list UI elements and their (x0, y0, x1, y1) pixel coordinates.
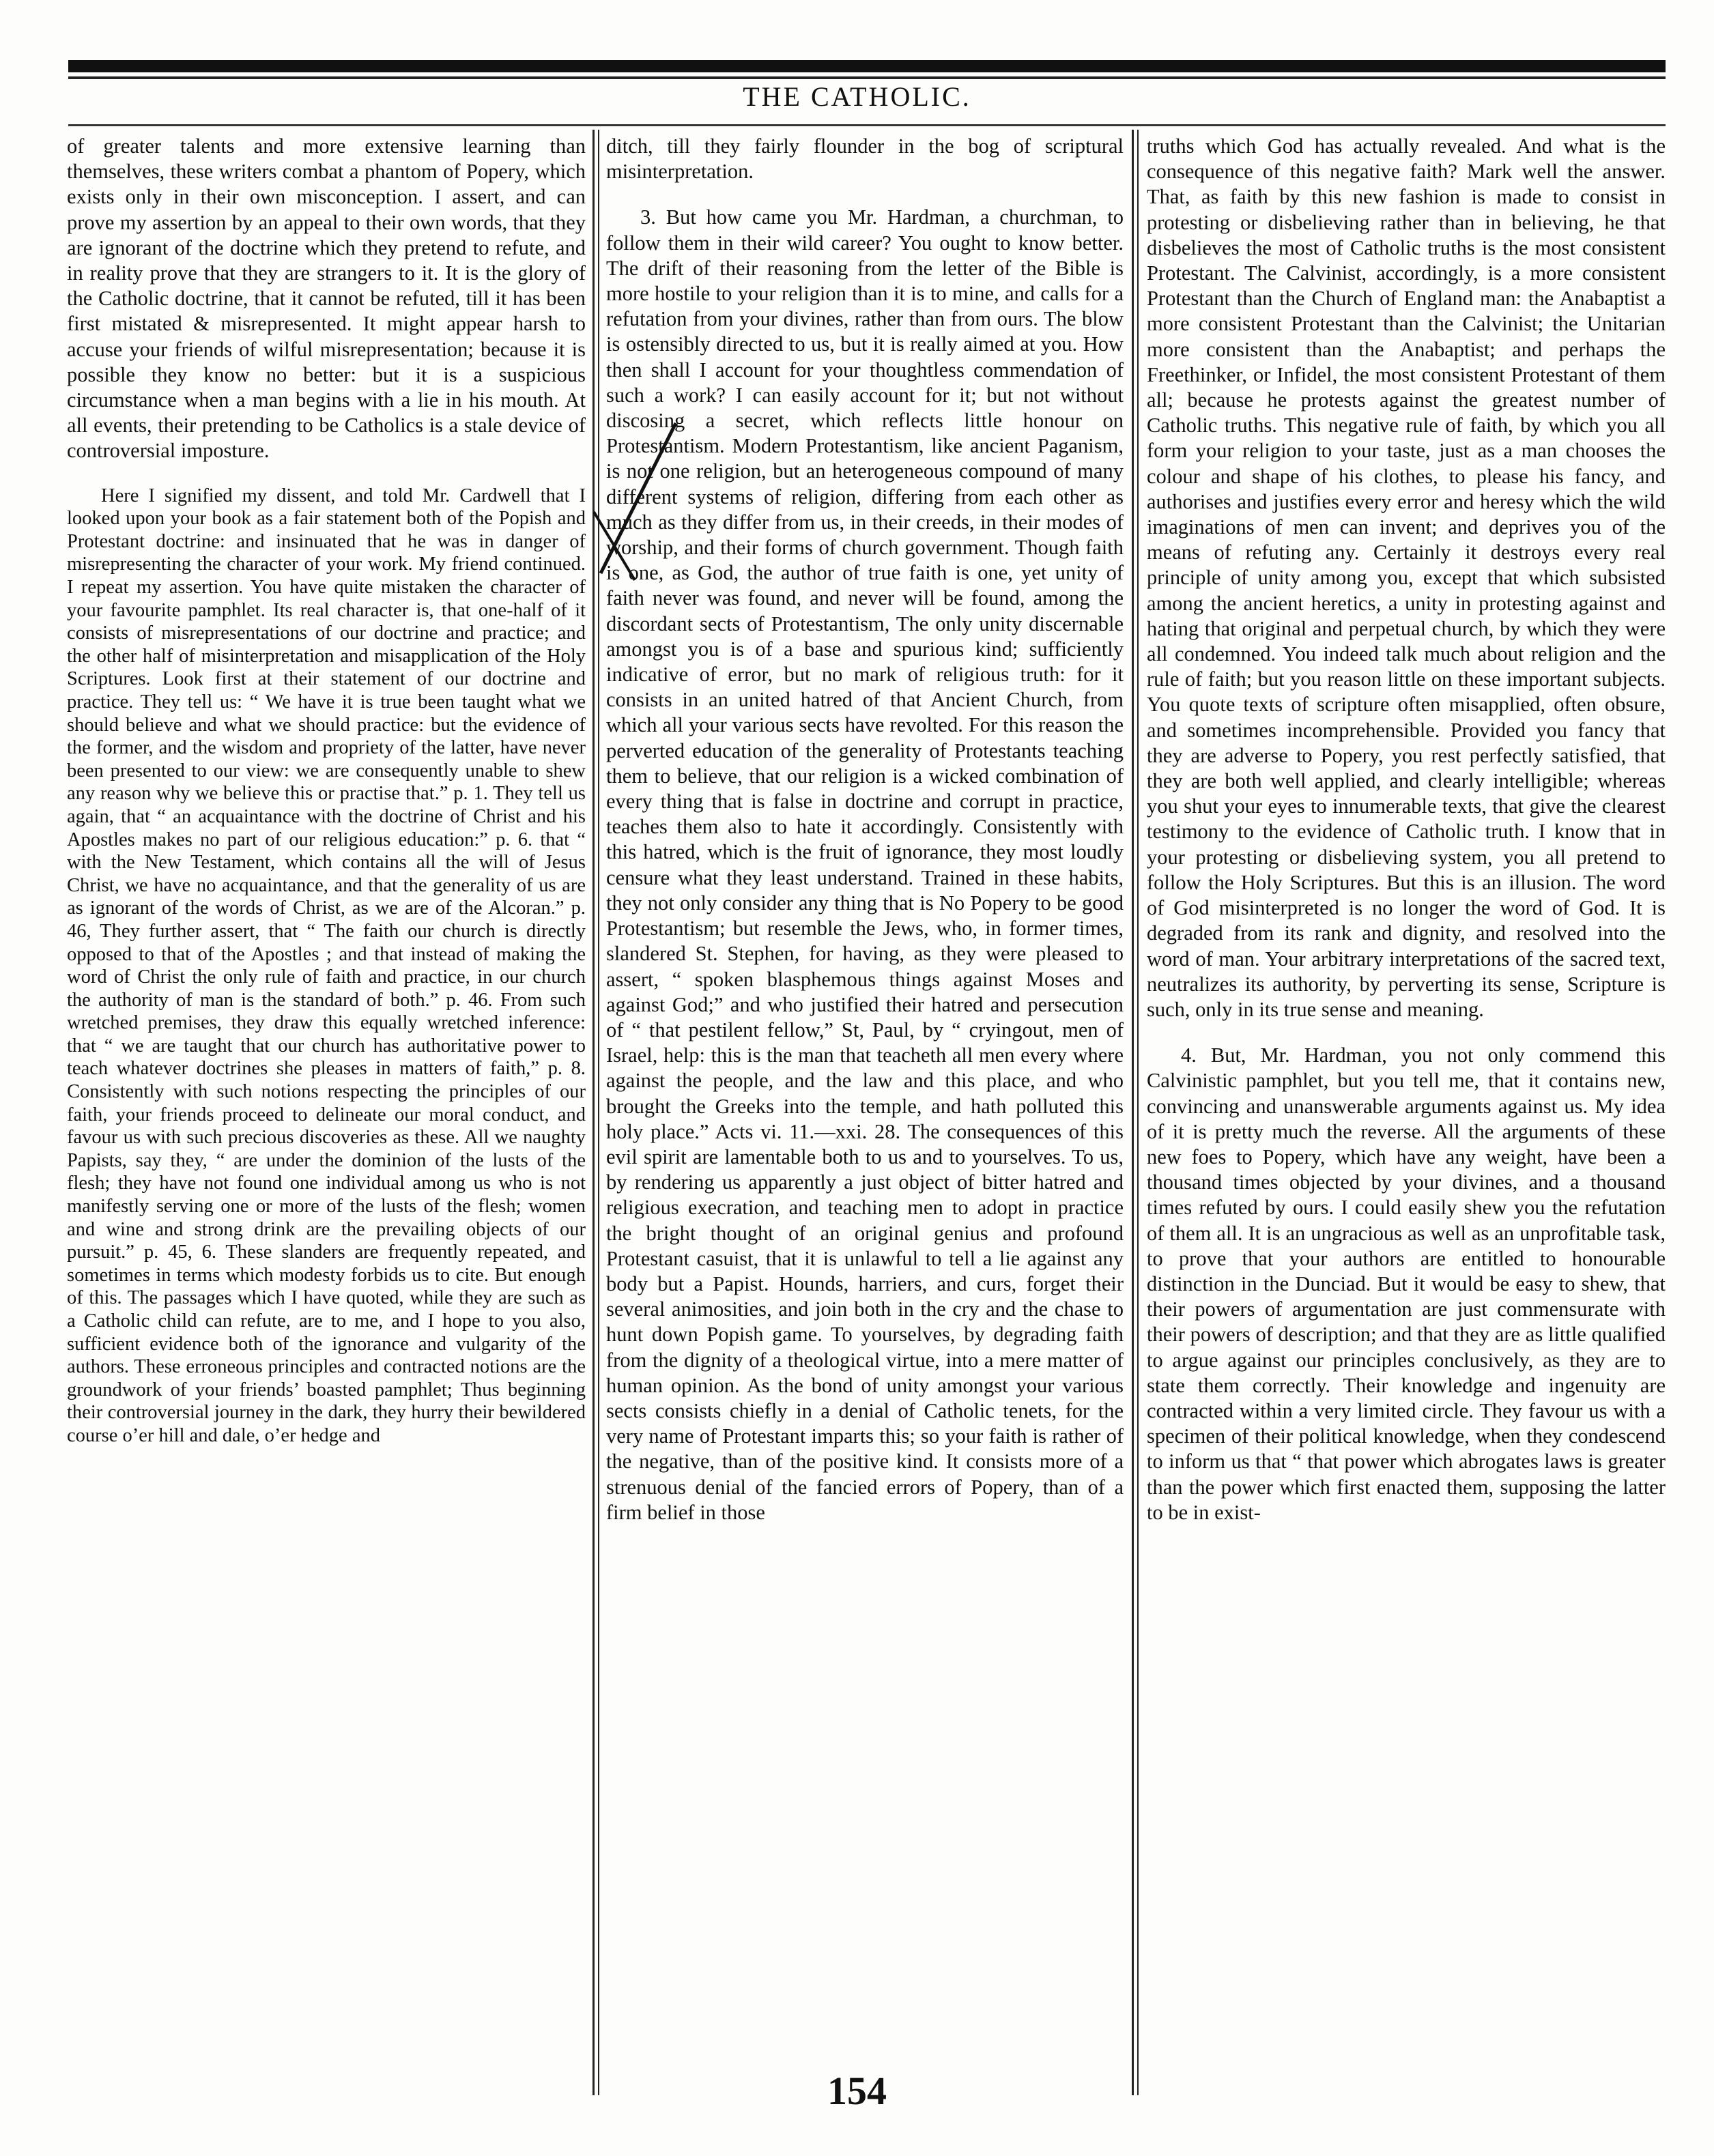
column-3-paragraph-1: truths which God has actually revealed. And what is the consequence of this negative faith? Mark well the answer. That, as faith by this new fashion is made to consist in protesting or disbelieving rather than in believing, he that disbelieves the most of Catholic truths is the most consistent Protestant. The Calvinist, accordingly, is a more consistent Protestant than the Church of England man: the Anabaptist a more consistent Protestant than the Calvinist; the Unitarian more consistent than the Anabaptist; and perhaps the Freethinker, or Infidel, the most consistent Protestant of them all; because he protests against the greatest number of Catholic truths. This negative rule of faith, by which you all form your religion to your taste, just as a man chooses the colour and shape of his clothes, to please his fancy, and authorises and justifies every error and heresy which the wild imaginations of men can invent; and deprives you of the means of refuting any. Certainly it destroys every real principle of unity among you, except that which subsisted among the ancient heretics, a unity in protesting against and hating that original and perpetual church, by which they were all condemned. You indeed talk much about religion and the rule of faith; but you reason little on these important subjects. You quote texts of scripture often misapplied, often obsure, and sometimes incomprehensible. Provided you fancy that they are adverse to Popery, you rest perfectly satisfied, that they are both well applied, and clearly intelligible; whereas you shut your eyes to innumerable texts, that give the clearest testimony to the evidence of Catholic truth. I know that in your protesting or disbelieving system, you all pretend to follow the Holy Scriptures. But this is an illusion. The word of God misinterpreted is no longer the word of God. It is degraded from its rank and dignity, and resolved into the word of man. Your arbitrary interpretations of the sacred text, neutralizes its authority, by perverting its sense, Scripture is such, only in its true sense and meaning. (1147, 134, 1666, 1021)
column-separator-right-a (1132, 130, 1134, 2095)
pen-strike-mark (587, 409, 696, 587)
column-3-paragraph-2: 4. But, Mr. Hardman, you not only commend this Calvinistic pamphlet, but you tell me, that it contains new, convincing and unanswerable arguments against us. My idea of it is pretty much the reverse. All the arguments of these new foes to Popery, which have any weight, have been a thousand times objected by your divines, and a thousand times refuted by ours. I could easily shew you the refutation of them all. It is an ungracious as well as an unprofitable task, to prove that your authors are entitled to honourable distinction in the Dunciad. But it would be easy to shew, that their powers of argumentation are just commensurate with their powers of description; and that they are as little qualified to argue against our principles conclusively, as they are to state them correctly. Their knowledge and ingenuity are contracted within a very limited circle. They favour us with a specimen of their political knowledge, when they condescend to inform us that “ that power which abrogates laws is greater than the power which first enacted them, supposing the latter to be in exist- (1147, 1044, 1666, 1524)
column-separator-right-b (1137, 130, 1139, 2095)
column-2-paragraph-2: 3. But how came you Mr. Hardman, a churchman, to follow them in their wild career? You ought to know better. The drift of their reasoning from the letter of the Bible is more hostile to your religion than it is to mine, and calls for a refutation from your divines, rather than from ours. The blow is ostensibly directed to us, but it is really aimed at you. How then shall I account for your thoughtless commendation of such a work? I can easily account for it; but not without discosing a secret, which reflects little honour on Protestantism. Modern Protestantism, like ancient Paganism, is not one religion, but an heterogeneous compound of many different systems of religion, differing from each other as much as they differ from us, in their creeds, in their modes of worship, and their forms of church government. Though faith is one, as God, the author of true faith is one, yet unity of faith never was found, and never will be found, among the discordant sects of Protestantism, The only unity discernable amongst you is of a base and spurious kind; sufficiently indicative of error, but no mark of religious truth: for it consists in an united hatred of that Ancient Church, from which all your various sects have revolted. For this reason the perverted education of the generality of Protestants teaching them to believe, that our religion is a wicked combination of every thing that is false in doctrine and corrupt in practice, teaches them also to hate it accordingly. Consistently with this hatred, which is the fruit of ignorance, they most loudly censure what they least understand. Trained in these habits, they not only consider any thing that is No Popery to be good Protestantism; but resemble the Jews, who, in former times, slandered St. Stephen, for having, as they were pleased to assert, “ spoken blasphemous things against Moses and against God;” and who justified their hatred and persecution of “ that pestilent fellow,” St, Paul, by “ cryingout, men of Israel, help: this is the man that teacheth all men every where against the people, and the law and this place, and who brought the Greeks into the temple, and hath polluted this holy place.” Acts vi. 11.—xxi. 28. The consequences of this evil spirit are lamentable both to us and to yourselves. To us, by rendering us apparently a just object of bitter hatred and religious execration, and teaching men to adopt in practice the bright thought of an original genius and profound Protestant casuist, that it is unlawful to tell a lie against any body but a Papist. Hounds, harriers, and curs, forget their several animosities, and join both in the cry and the chase to hunt down Popish game. To yourselves, by degrading faith from the dignity of a theological virtue, into a mere matter of human opinion. As the bond of unity amongst your various sects consists chiefly in a denial of Catholic tenets, for the very name of Protestant imparts this; so your faith is rather of the negative, than of the positive kind. It consists more of a strenuous denial of the fancied errors of Popery, than of a firm belief in those (606, 205, 1124, 1524)
header-underline-rule (68, 124, 1666, 126)
running-head: THE CATHOLIC. (743, 81, 971, 112)
column-1-paragraph-1: of greater talents and more extensive learning than themselves, these writers combat a phantom of Popery, which exists only in their own misconception. I assert, and can prove my assertion by an appeal to their own words, that they are ignorant of the doctrine which they pretend to refute, and in reality prove that they are strangers to it. It is the glory of the Catholic doctrine, that it cannot be refuted, till it has been first mistated & misrepresented. It might appear harsh to accuse your friends of wilful misrepresentation; because it is possible they know no better: but it is a suspicious circumstance when a man begins with a lie in his mouth. At all events, their pretending to be Catholics is a stale device of controversial imposture. (67, 134, 586, 463)
page-number: 154 (827, 2069, 887, 2113)
column-3 (1147, 134, 1666, 2052)
masthead-thin-rule (68, 76, 1666, 79)
column-1-paragraph-2: Here I signified my dissent, and told Mr. Cardwell that I looked upon your book as a fair statement both of the Popish and Protestant doctrine: and insinuated that he was in danger of misrepresenting the character of your work. My friend continued. I repeat my assertion. You have quite mistaken the character of your favourite pamphlet. Its real character is, that one-half of it consists of misrepresentations of our doctrine and practice; and the other half of misinterpretation and misapplication of the Holy Scriptures. Look first at their statement of our doctrine and practice. They tell us: “ We have it is true been taught what we should believe and what we should practice: but the evidence of the former, and the wisdom and propriety of the latter, have never been presented to our view: we are consequently unable to shew any reason why we believe this or practise that.” p. 1. They tell us again, that “ an acquaintance with the doctrine of Christ and his Apostles makes no part of our religious education:” p. 6. that “ with the New Testament, which contains all the will of Jesus Christ, we have no acquaintance, and that the generality of us are as ignorant of the words of Christ, as we are of the Alcoran.” p. 46, They further assert, that “ The faith our church is directly opposed to that of the Apostles ; and that instead of making the word of Christ the only rule of faith and practice, in our church the authority of man is the standard of both.” p. 46. From such wretched premises, they draw this equally wretched inference: that “ we are taught that our church has authoritative power to teach whatever doctrines she pleases in matters of faith,” p. 8. Consistently with such notions respecting the principles of our faith, your friends proceed to delineate our moral conduct, and favour us with such precious discoveries as these. All we naughty Papists, say they, “ are under the dominion of the lusts of the flesh; they have not found one individual among us who is not manifestly serving one or more of the lusts of the flesh; women and wine and strong drink are the prevailing objects of our pursuit.” p. 45, 6. These slanders are frequently repeated, and sometimes in terms which modesty forbids us to cite. But enough of this. The passages which I have quoted, while they are such as a Catholic child can refute, are to me, and I hope to you also, sufficient evidence both of the ignorance and vulgarity of the authors. These erroneous principles and contracted notions are the groundwork of your friends’ boasted pamphlet; Thus beginning their controversial journey in the dark, they hurry their bewildered course o’er hill and dale, o’er hedge and (67, 485, 586, 1446)
column-1 (67, 134, 586, 2052)
column-2-paragraph-1: ditch, till they fairly flounder in the bog of scriptural misinterpretation. (606, 134, 1124, 184)
masthead-thick-rule (68, 60, 1666, 72)
